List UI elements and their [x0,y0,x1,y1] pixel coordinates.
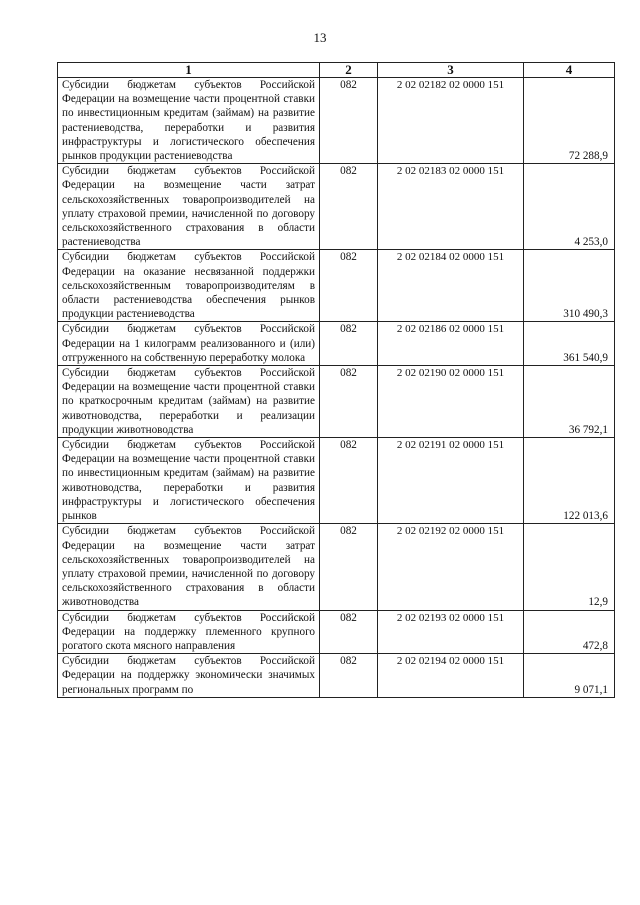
row-amount: 310 490,3 [524,250,615,322]
page-number: 13 [313,30,327,45]
row-name: Субсидии бюджетам субъектов Российской Федерации на поддержку племенного крупного рогатого скота мясного направления [58,610,320,654]
row-kbk: 2 02 02186 02 0000 151 [378,322,524,366]
row-amount: 9 071,1 [524,654,615,698]
row-name: Субсидии бюджетам субъектов Российской Федерации на 1 килограмм реализованного и (или) отгруженного на собственную переработку молока [58,322,320,366]
row-name: Субсидии бюджетам субъектов Российской Федерации на возмещение части процентной ставки по инвестиционным кредитам (займам) на развитие растениеводства, переработки и развития инфраструктуры и логистического обеспечения рынков продукции растениеводства [58,78,320,164]
row-code: 082 [320,78,378,164]
row-name: Субсидии бюджетам субъектов Российской Федерации на поддержку экономически значимых региональных программ по [58,654,320,698]
row-code: 082 [320,250,378,322]
table-row [58,654,615,698]
row-kbk: 2 02 02191 02 0000 151 [378,438,524,524]
column-header: 1 [58,63,320,78]
row-amount: 122 013,6 [524,438,615,524]
row-code: 082 [320,366,378,438]
budget-table [57,62,615,698]
row-amount: 4 253,0 [524,164,615,250]
row-code: 082 [320,654,378,698]
row-kbk: 2 02 02184 02 0000 151 [378,250,524,322]
row-code: 082 [320,524,378,610]
row-kbk: 2 02 02183 02 0000 151 [378,164,524,250]
table-row [58,322,615,366]
table-row [58,610,615,654]
header-row [58,63,615,78]
row-kbk: 2 02 02193 02 0000 151 [378,610,524,654]
table-row [58,524,615,610]
row-amount: 36 792,1 [524,366,615,438]
table-row [58,438,615,524]
row-name: Субсидии бюджетам субъектов Российской Федерации на оказание несвязанной поддержки сельскохозяйственным товаропроизводителям в области растениеводства обеспечения рынков продукции растениеводства [58,250,320,322]
row-amount: 472,8 [524,610,615,654]
row-name: Субсидии бюджетам субъектов Российской Федерации на возмещение части процентной ставки по краткосрочным кредитам (займам) на развитие животноводства, переработки и реализации продукции животноводства [58,366,320,438]
column-header: 4 [524,63,615,78]
row-name: Субсидии бюджетам субъектов Российской Федерации на возмещение части затрат сельскохозяйственных товаропроизводителей на уплату страховой премии, начисленной по договору сельскохозяйственного страхования в области растениеводства [58,164,320,250]
table-row [58,78,615,164]
row-name: Субсидии бюджетам субъектов Российской Федерации на возмещение части процентной ставки по инвестиционным кредитам (займам) на развитие животноводства, переработки и развития инфраструктуры и логистического обеспечения рынков [58,438,320,524]
table-row [58,250,615,322]
row-kbk: 2 02 02190 02 0000 151 [378,366,524,438]
row-name: Субсидии бюджетам субъектов Российской Федерации на возмещение части затрат сельскохозяйственных товаропроизводителей на уплату страховой премии, начисленной по договору сельскохозяйственного страхования в области животноводства [58,524,320,610]
row-kbk: 2 02 02194 02 0000 151 [378,654,524,698]
table-row [58,164,615,250]
row-code: 082 [320,610,378,654]
row-code: 082 [320,322,378,366]
row-code: 082 [320,164,378,250]
column-header: 2 [320,63,378,78]
row-code: 082 [320,438,378,524]
column-header: 3 [378,63,524,78]
row-kbk: 2 02 02192 02 0000 151 [378,524,524,610]
row-amount: 12,9 [524,524,615,610]
table-row [58,366,615,438]
row-amount: 72 288,9 [524,78,615,164]
row-kbk: 2 02 02182 02 0000 151 [378,78,524,164]
row-amount: 361 540,9 [524,322,615,366]
